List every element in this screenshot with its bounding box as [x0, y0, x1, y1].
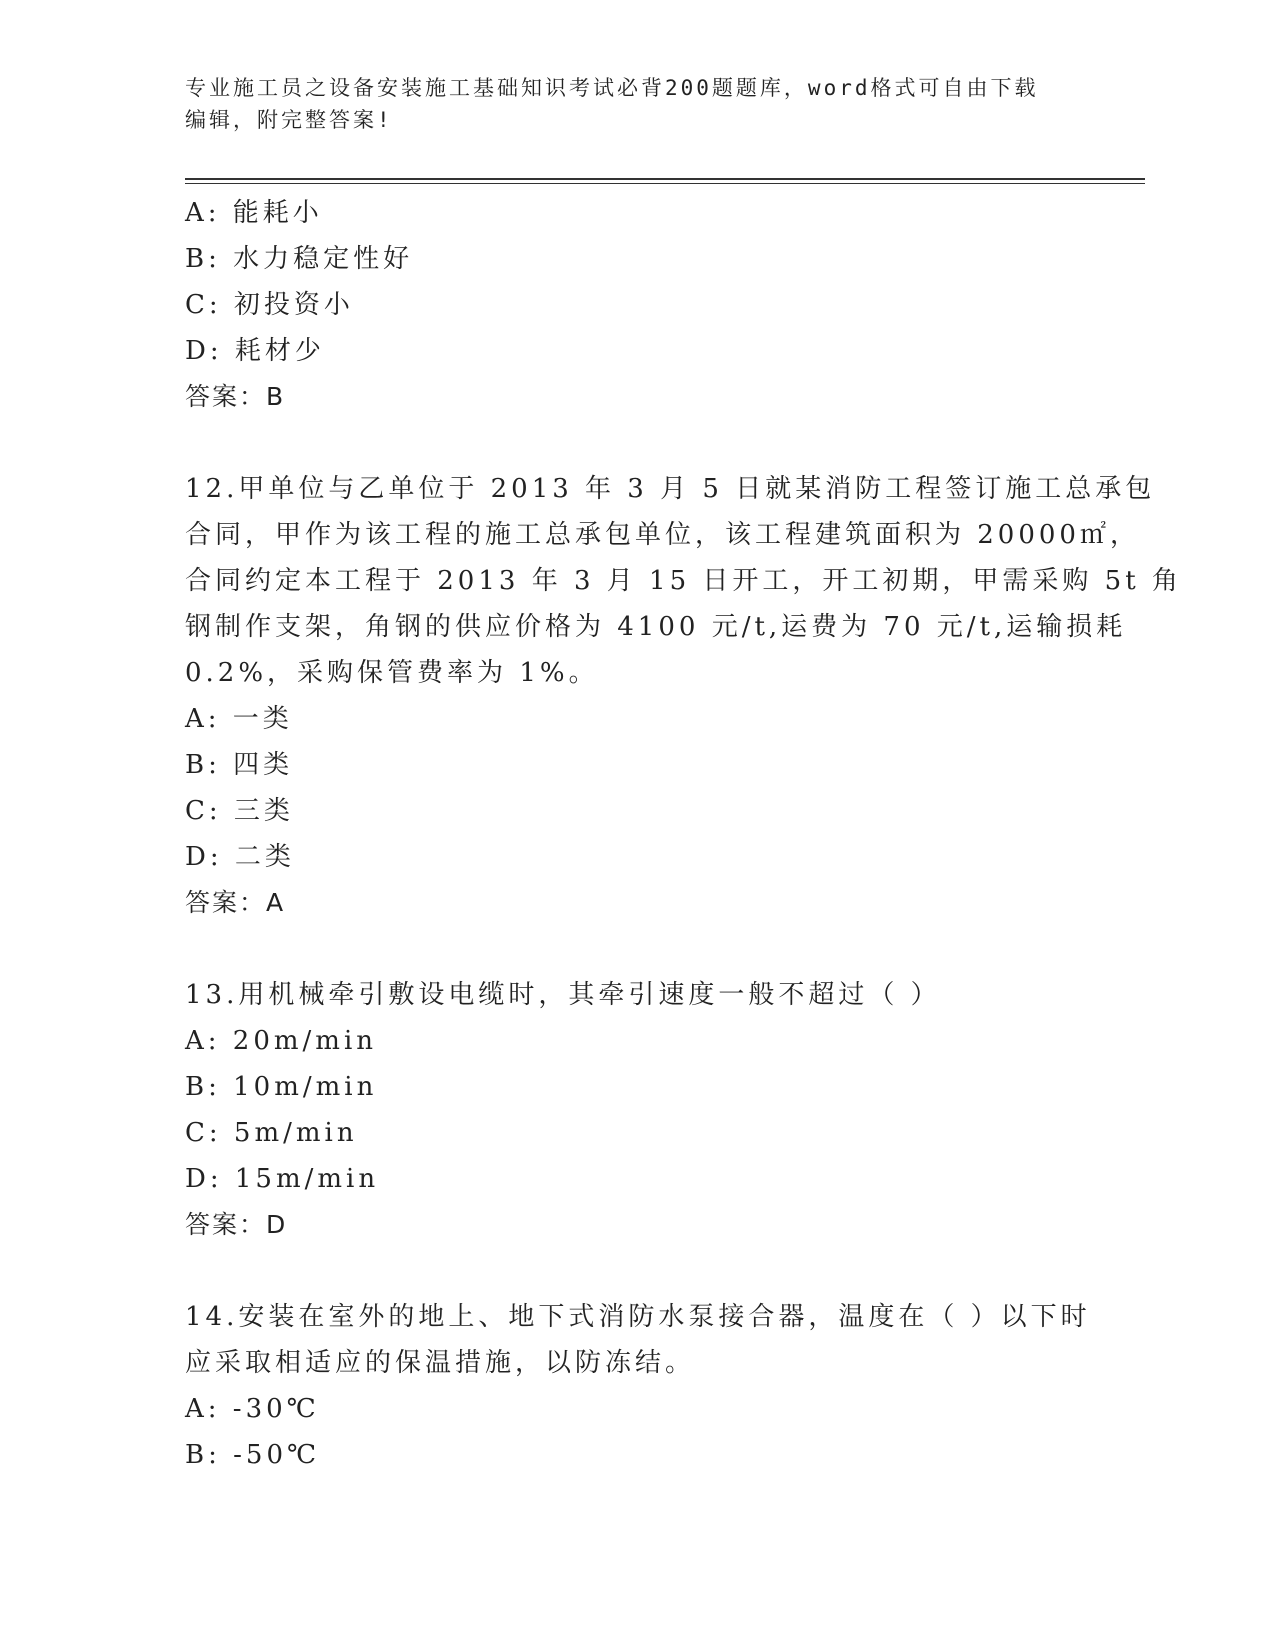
document-body	[185, 190, 1182, 1478]
option-d: D: 耗材少	[185, 336, 325, 366]
option-b: B: 水力稳定性好	[185, 244, 414, 274]
header-divider	[185, 178, 1145, 184]
answer-line: 答案：D	[185, 1210, 288, 1239]
header-title-line-1: 专业施工员之设备安装施工基础知识考试必背200题题库，word格式可自由下载	[185, 76, 1039, 100]
header-title-line-2: 编辑，附完整答案!	[185, 108, 393, 132]
question-text-line: 合同，甲作为该工程的施工总承包单位，该工程建筑面积为 20000㎡，	[185, 520, 1140, 550]
question-11	[185, 190, 1085, 420]
spacer	[185, 420, 1085, 466]
option-b: B: 10m/min	[185, 1072, 378, 1102]
question-14	[185, 1294, 1091, 1478]
question-text-line: 0.2%，采购保管费率为 1%。	[185, 658, 599, 688]
option-a: A: 一类	[185, 704, 293, 734]
option-d: D: 15m/min	[185, 1164, 380, 1194]
question-text-line: 钢制作支架，角钢的供应价格为 4100 元/t,运费为 70 元/t,运输损耗	[185, 612, 1127, 642]
spacer	[185, 926, 1085, 972]
option-c: C: 5m/min	[185, 1118, 358, 1148]
option-a: A: 20m/min	[185, 1026, 378, 1056]
question-text-line: 应采取相适应的保温措施，以防冻结。	[185, 1348, 696, 1378]
option-b: B: -50℃	[185, 1440, 321, 1470]
page-header	[185, 72, 1085, 136]
question-13	[185, 972, 1085, 1248]
spacer	[185, 1248, 1085, 1294]
option-c: C: 初投资小	[185, 290, 354, 320]
option-c: C: 三类	[185, 796, 294, 826]
answer-line: 答案：B	[185, 382, 286, 411]
answer-line: 答案：A	[185, 888, 286, 917]
question-text-line: 14.安装在室外的地上、地下式消防水泵接合器，温度在（ ）以下时	[185, 1302, 1091, 1332]
option-a: A: -30℃	[185, 1394, 320, 1424]
option-a: A: 能耗小	[185, 198, 323, 228]
option-b: B: 四类	[185, 750, 294, 780]
question-text-line: 13.用机械牵引敷设电缆时，其牵引速度一般不超过（ ）	[185, 980, 941, 1010]
question-12	[185, 466, 1182, 926]
question-text-line: 12.甲单位与乙单位于 2013 年 3 月 5 日就某消防工程签订施工总承包	[185, 474, 1156, 504]
question-text-line: 合同约定本工程于 2013 年 3 月 15 日开工，开工初期，甲需采购 5t 角	[185, 566, 1182, 596]
option-d: D: 二类	[185, 842, 295, 872]
